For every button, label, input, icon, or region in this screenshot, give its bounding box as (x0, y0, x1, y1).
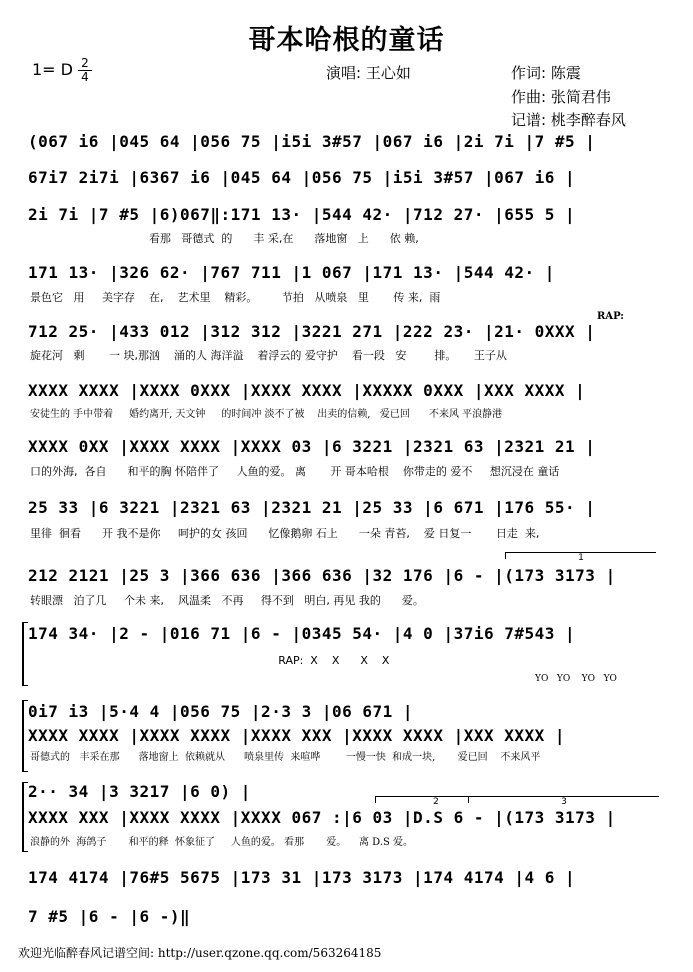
footer-credit: 欢迎光临醉春风记谱空间: http://user.qzone.qq.com/563264185 (18, 946, 382, 960)
key-signature: 1= D (32, 60, 73, 79)
score-row-8: 25 33 |6 3221 |2321 63 |2321 21 |25 33 |6 671 |176 55· | (28, 498, 596, 517)
score-row-14: 7 #5 |6 - |6 -)‖ (28, 907, 191, 926)
singer-credit: 演唱: 王心如 (326, 64, 411, 82)
score-row-5: 712 25· |433 012 |312 312 |3221 271 |222 23· |21· 0XXX | (28, 322, 596, 341)
lyric-row-8: 里徘 徊看 开 我不是你 呵护的女 孩回 忆像鹅卵 石上 一朵 青苔, 爱 日复一 日走 来, (30, 527, 540, 540)
lyric-row-4: 景色它 用 美字存 在, 艺术里 精彩。 节拍 从喷泉 里 传 来, 雨 (30, 291, 441, 304)
score-row-13: 174 4174 |76#5 5675 |173 31 |173 3173 |174 4174 |4 6 | (28, 868, 576, 887)
lyricist-credit: 作词: 陈震 (511, 64, 581, 82)
transcriber-credit: 记谱: 桃李醉春风 (511, 111, 626, 129)
time-signature (78, 58, 92, 83)
score-row-3: 2i 7i |7 #5 |6)067‖:171 13· |544 42· |712 27· |655 5 | (28, 205, 576, 224)
rap-row: RAP: X X X X (30, 654, 390, 667)
volta-3: 3 (468, 796, 659, 803)
composer-credit: 作曲: 张简君伟 (511, 88, 611, 106)
score-row-12: 2·· 34 |3 3217 |6 0) | (28, 782, 251, 801)
score-row-6: XXXX XXXX |XXXX 0XXX |XXXX XXXX |XXXXX 0XXX |XXX XXXX | (28, 381, 586, 400)
score-row-11: 0i7 i3 |5·4 4 |056 75 |2·3 3 |06 671 | (28, 702, 414, 721)
score-row-1: (067 i6 |045 64 |056 75 |i5i 3#57 |067 i6 |2i 7i |7 #5 | (28, 132, 596, 151)
score-row-4: 171 13· |326 62· |767 711 |1 067 |171 13· |544 42· | (28, 263, 555, 282)
lyric-row-6: 安徒生的 手中带着 婚约离开, 天文钟 的时间冲 淡不了被 出卖的信赖, 爱已回 不来风 平浪静港 (30, 409, 503, 420)
volta-2: 2 (375, 796, 496, 803)
volta-1: 1 (505, 552, 656, 559)
song-title: 哥本哈根的童话 (248, 25, 445, 56)
time-denominator: 4 (81, 70, 89, 84)
score-row-7: XXXX 0XX |XXXX XXXX |XXXX 03 |6 3221 |2321 63 |2321 21 | (28, 437, 596, 456)
lyric-row-5: 旋花河 剩 一 块,那汹 涌的人 海洋溢 着浮云的 爱守护 看一段 安 排。 王子从 (30, 349, 507, 362)
rhythm-row-11: XXXX XXXX |XXXX XXXX |XXXX XXX |XXXX XXXX |XXX XXXX | (28, 726, 566, 745)
score-row-2: 67i7 2i7i |6367 i6 |045 64 |056 75 |i5i 3#57 |067 i6 | (28, 168, 576, 187)
rhythm-row-12: XXXX XXX |XXXX XXXX |XXXX 067 :|6 03 |D.S 6 - |(173 3173 | (28, 808, 616, 827)
lyric-row-9: 转眼漂 泊了几 个未 来, 风温柔 不再 得不到 明白, 再见 我的 爱。 (30, 594, 424, 607)
yo-row: YO YO YO YO (535, 674, 617, 684)
rap-label: RAP: (597, 311, 624, 322)
time-numerator: 2 (81, 56, 89, 70)
lyric-row-3: 看那 哥德式 的 丰 采,在 落地窗 上 依 赖, (30, 232, 419, 245)
lyric-row-11: 哥德式的 丰采在那 落地窗上 依赖就从 喷泉里传 来喧哗 一慢一快 和成一块, 爱已回 不来风平 (30, 752, 541, 763)
lyric-row-12: 浪静的外 海鸽子 和平的释 怀象征了 人鱼的爱。 看那 爱。 离 D.S 爱。 (30, 837, 414, 848)
lyric-row-7: 口的外海, 各自 和平的胸 怀陪伴了 人鱼的爱。 离 开 哥本哈根 你带走的 爱不 想沉浸在 童话 (30, 465, 560, 478)
score-row-10: 174 34· |2 - |016 71 |6 - |0345 54· |4 0 |37i6 7#543 | (28, 624, 576, 643)
score-row-9: 212 2121 |25 3 |366 636 |366 636 |32 176 |6 - |(173 3173 | (28, 566, 616, 585)
